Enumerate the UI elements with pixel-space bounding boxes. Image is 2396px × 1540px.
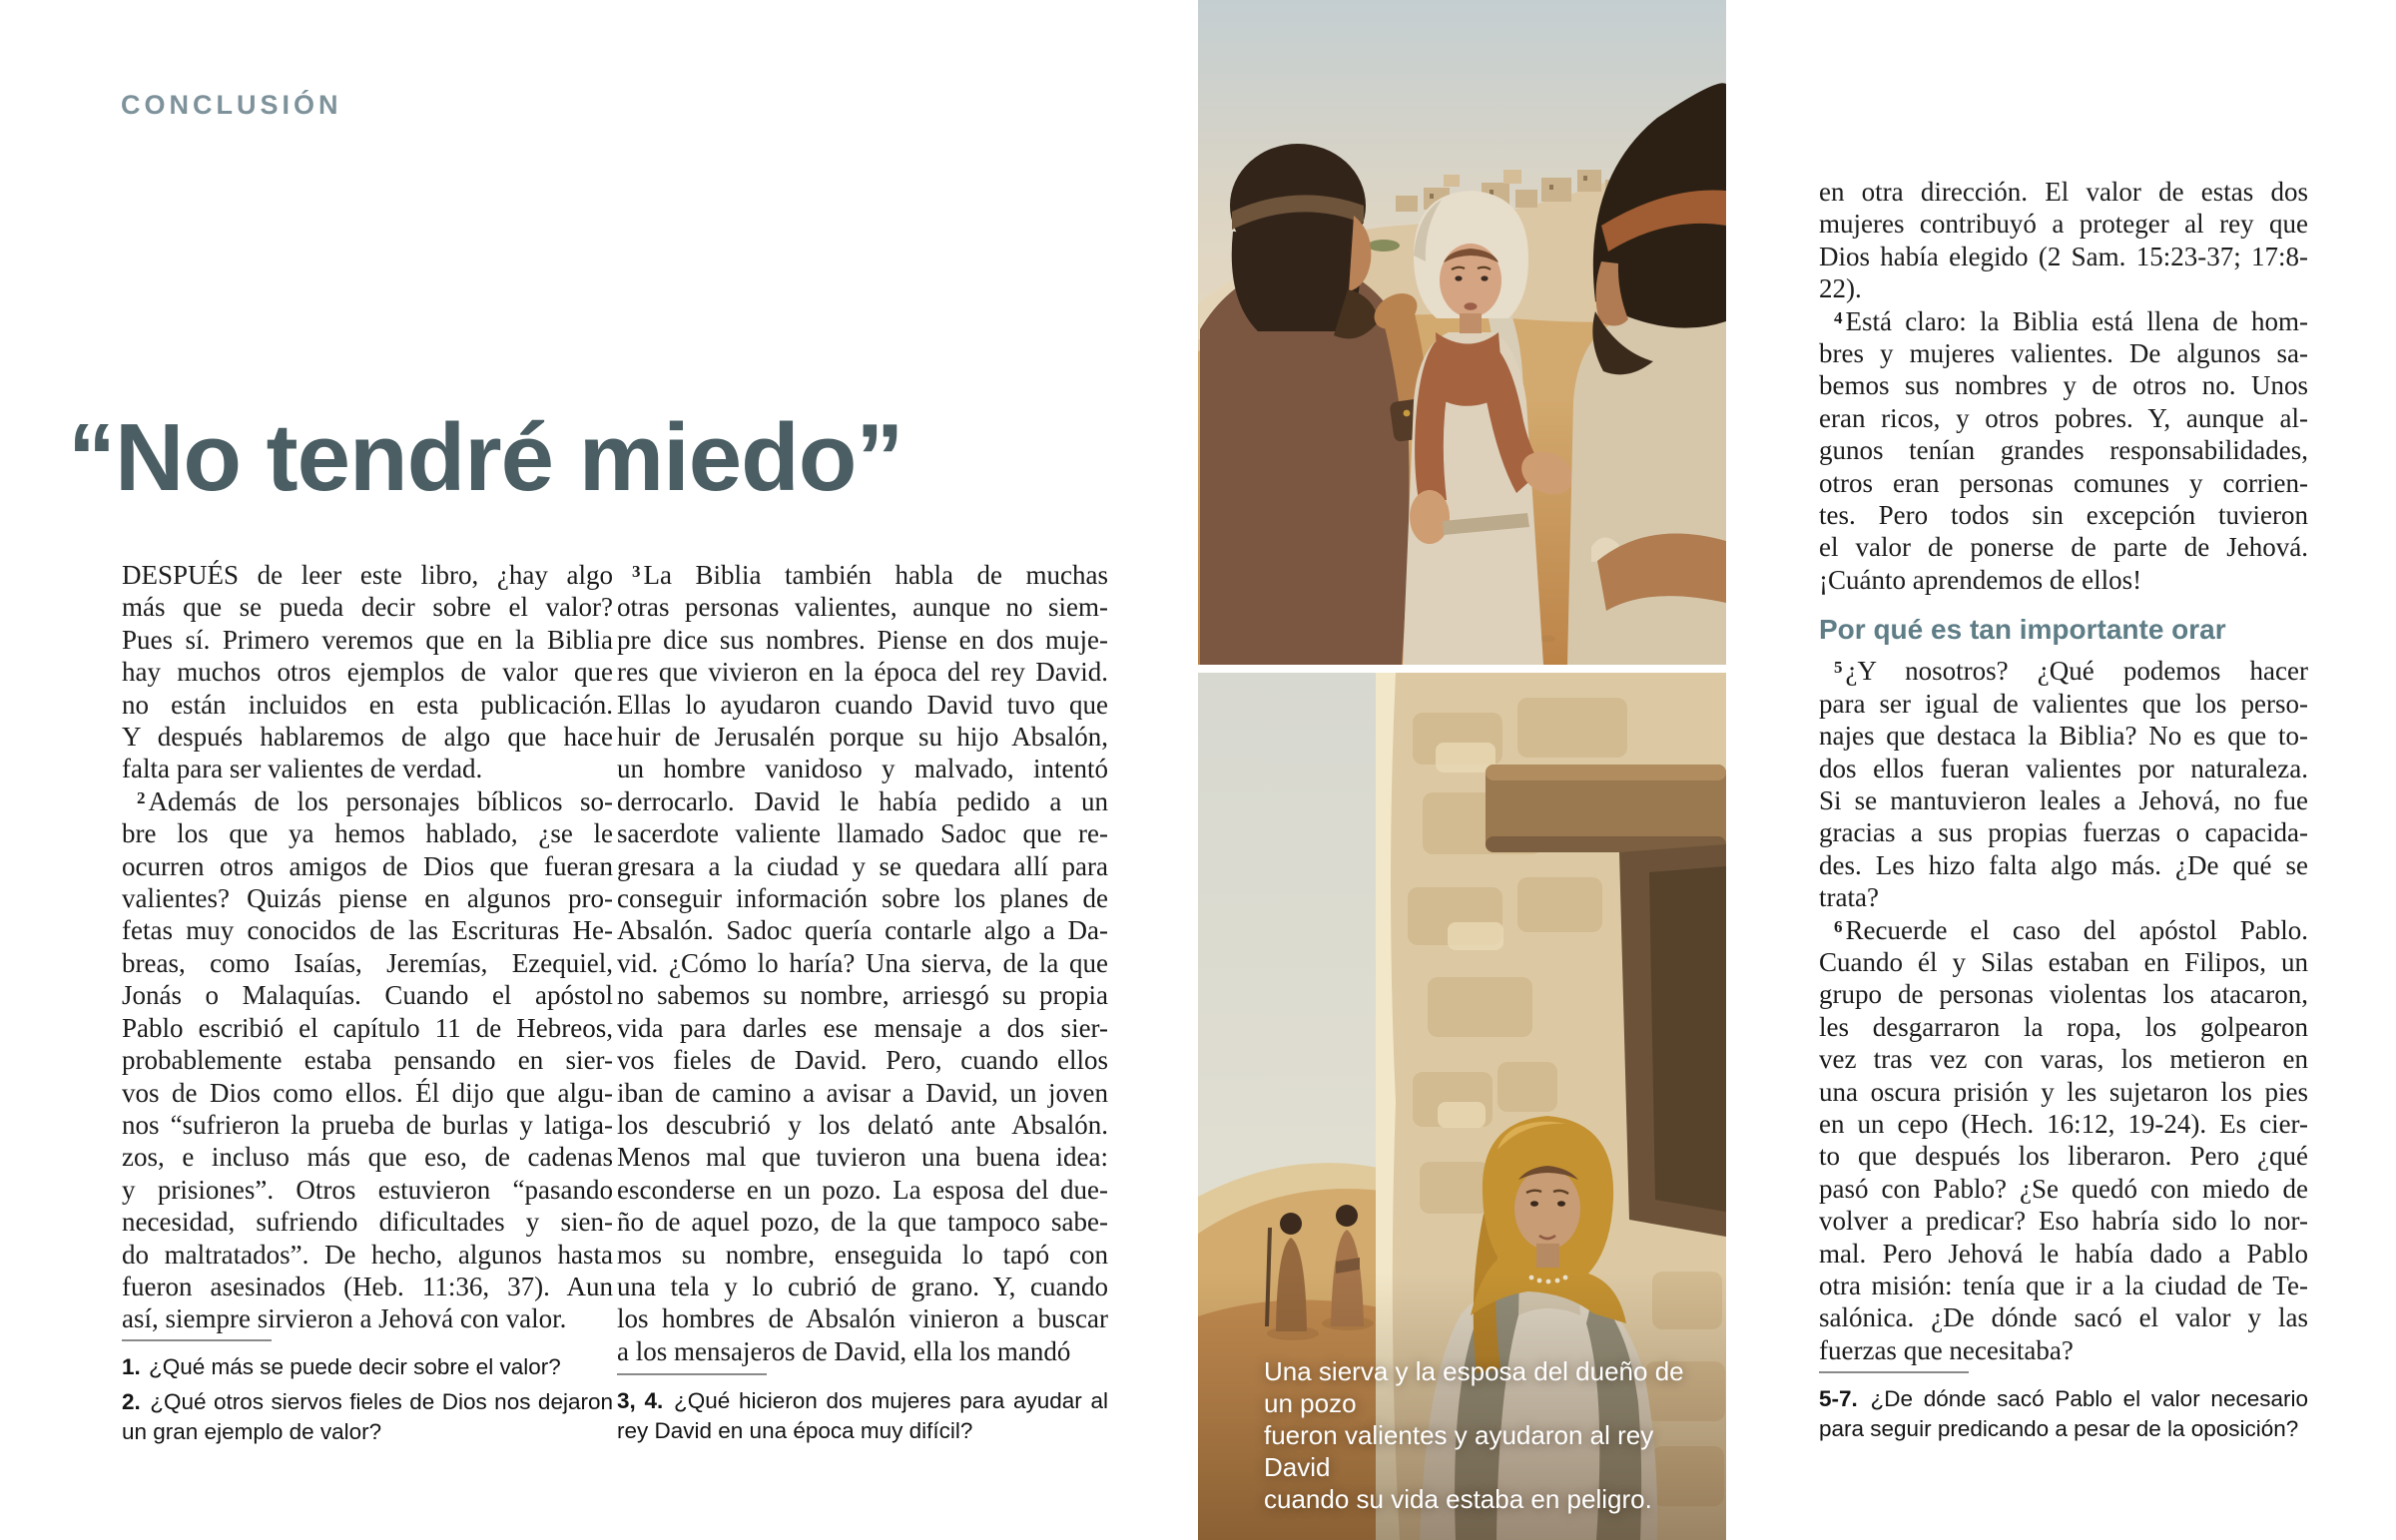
text-line: des. Les hizo falta algo más. ¿De qué se — [1819, 849, 2308, 880]
text-line: $^2$ Además de los personajes bíblicos so- — [137, 785, 613, 816]
text-line: el valor de ponerse de parte de Jehová. — [1819, 532, 2308, 563]
text-line: fuerzas que necesitaba? — [1819, 1334, 2074, 1365]
text-line: otras personas valientes, aunque no siem- — [617, 592, 1108, 623]
text-column-3 — [1819, 176, 2308, 1366]
paragraph — [1819, 305, 2308, 597]
text-line: una oscura prisión y les sujetaron los pies — [1819, 1076, 2308, 1107]
paragraph — [1819, 914, 2308, 1367]
text-line: probablemente estaba pensando en sier- — [122, 1045, 613, 1076]
text-line: en otra dirección. El valor de estas dos — [1819, 177, 2308, 207]
study-question: 3, 4. ¿Qué hicieron dos mujeres para ayudar al rey David en una época muy difícil? — [617, 1388, 1108, 1443]
text-line: vida para darles ese mensaje a dos sier- — [617, 1012, 1108, 1043]
text-line: Pues sí. Primero veremos que en la Biblia — [122, 624, 613, 655]
text-line: DESPUÉS de leer este libro, ¿hay algo — [122, 560, 613, 590]
paragraph — [1819, 176, 2308, 305]
text-line: ño de aquel pozo, de la que tampoco sabe- — [617, 1207, 1108, 1238]
text-line: zos, e incluso más que eso, de cadenas — [122, 1142, 613, 1173]
text-line: para ser igual de valientes que los perso- — [1819, 688, 2308, 719]
text-line: vos fieles de David. Pero, cuando ellos — [617, 1045, 1108, 1076]
text-line: Jonás o Malaquías. Cuando el apóstol — [122, 980, 613, 1011]
text-line: Absalón. Sadoc quería contarle algo a Da- — [617, 915, 1108, 946]
paragraph-number: 2 — [137, 787, 146, 807]
desert-scene-graphic — [1198, 0, 1726, 665]
text-line: do maltratados”. De hecho, algunos hasta — [122, 1239, 613, 1270]
text-line: bemos sus nombres y de otros no. Unos — [1819, 370, 2308, 401]
text-line: esconderse en un pozo. La esposa del due- — [617, 1174, 1108, 1205]
text-line: tes. Pero todos sin excepción tuvieron — [1819, 500, 2308, 531]
text-column-1 — [122, 559, 613, 1335]
text-line: gunos tenían grandes responsabilidades, — [1819, 435, 2308, 466]
study-questions-column-3 — [1819, 1371, 2308, 1449]
text-line: vos de Dios como ellos. Él dijo que algu- — [122, 1077, 613, 1108]
text-line: fetas muy conocidos de las Escrituras He- — [122, 915, 613, 946]
text-line: hay muchos otros ejemplos de valor que — [122, 657, 613, 688]
text-line: to que después los liberaron. Pero ¿qué — [1819, 1141, 2308, 1172]
paragraph-number: 5 — [1834, 658, 1843, 678]
caption-line: fueron valientes y ayudaron al rey David — [1264, 1420, 1654, 1482]
caption-line: cuando su vida estaba en peligro. — [1264, 1484, 1652, 1514]
text-line: necesidad, sufriendo dificultades y sien- — [122, 1207, 613, 1238]
text-line: Pablo escribió el capítulo 11 de Hebreos, — [122, 1012, 613, 1043]
footnote-rule — [1819, 1371, 1969, 1373]
text-line: $^4$ Está claro: la Biblia está llena de hom- — [1834, 305, 2308, 336]
text-line: $^5$ ¿Y nosotros? ¿Qué podemos hacer — [1834, 656, 2308, 687]
text-line: Menos mal que tuvieron una buena idea: — [617, 1142, 1108, 1173]
paragraph — [1819, 655, 2308, 913]
text-line: breas, como Isaías, Jeremías, Ezequiel, — [122, 947, 613, 978]
study-questions-column-1 — [122, 1339, 613, 1452]
text-line: najes que destaca la Biblia? No es que to- — [1819, 721, 2308, 752]
text-line: mujeres contribuyó a proteger al rey que — [1819, 209, 2308, 240]
text-line: 22). — [1819, 273, 1862, 304]
text-line: gracias a sus propias fuerzas o capacida- — [1819, 817, 2308, 848]
study-questions-column-2 — [617, 1373, 1108, 1451]
paragraph-number: 3 — [632, 562, 641, 581]
text-line: Y después hablaremos de algo que hace — [122, 722, 613, 753]
text-line: fueron asesinados (Heb. 11:36, 37). Aun — [122, 1271, 613, 1301]
section-subheading: Por qué es tan importante orar — [1819, 614, 2226, 646]
text-line: salónica. ¿De dónde sacó el valor y las — [1819, 1302, 2308, 1333]
illustration-woman-at-well — [1198, 673, 1726, 1540]
text-line: así, siempre sirvieron a Jehová con valor. — [122, 1303, 567, 1334]
illustration-servant-and-messengers — [1198, 0, 1726, 665]
text-line: pasó con Pablo? ¿Se quedó con miedo de — [1819, 1173, 2308, 1204]
text-line: valientes? Quizás piense en algunos pro- — [122, 883, 613, 914]
text-line: huir de Jerusalén porque su hijo Absalón, — [617, 722, 1108, 753]
footnote-rule — [122, 1339, 272, 1341]
caption-line: Una sierva y la esposa del dueño de un pozo — [1264, 1356, 1684, 1418]
text-line: grupo de personas violentas los atacaron, — [1819, 979, 2308, 1010]
text-line: pre dice sus nombres. Piense en dos muje- — [617, 624, 1108, 655]
text-line: y prisiones”. Otros estuvieron “pasando — [122, 1174, 613, 1205]
text-line: bre los que ya hemos hablado, ¿se le — [122, 818, 613, 849]
photo-caption — [1264, 1355, 1693, 1515]
text-line: res que vivieron en la época del rey David. — [617, 657, 1108, 688]
paragraph-number: 6 — [1834, 916, 1843, 936]
study-question: 1. ¿Qué más se puede decir sobre el valor? — [122, 1354, 561, 1379]
text-line: los hombres de Absalón vinieron a buscar — [617, 1303, 1108, 1334]
paragraph — [122, 785, 613, 1335]
page-title: “No tendré miedo” — [68, 404, 903, 511]
footnote-rule — [617, 1373, 767, 1375]
text-line: eran ricos, y otros pobres. Y, aunque al- — [1819, 402, 2308, 433]
text-line: gresara a la ciudad y se quedara allí para — [617, 850, 1108, 881]
text-line: vid. ¿Cómo lo haría? Una sierva, de la que — [617, 947, 1108, 978]
text-line: otra misión: tenía que ir a la ciudad de Te- — [1819, 1271, 2308, 1300]
text-line: los descubrió y los delató ante Absalón. — [617, 1109, 1108, 1140]
paragraph — [617, 559, 1108, 1367]
section-kicker: CONCLUSIÓN — [121, 90, 342, 120]
text-line: vez tras vez con varas, los metieron en — [1819, 1044, 2308, 1075]
text-line: $^3$ La Biblia también habla de muchas — [632, 560, 1108, 590]
text-line: les desgarraron la ropa, los golpearon — [1819, 1011, 2308, 1042]
text-line: ocurren otros amigos de Dios que fueran — [122, 850, 613, 881]
text-line: a los mensajeros de David, ella los mandó — [617, 1335, 1071, 1366]
text-line: dos ellos fueran valientes por naturaleza. — [1819, 753, 2308, 783]
text-line: falta para ser valientes de verdad. — [122, 754, 483, 784]
text-line: trata? — [1819, 882, 1879, 913]
text-line: mos su nombre, enseguida lo tapó con — [617, 1239, 1108, 1270]
text-line: otros eran personas comunes y corrien- — [1819, 467, 2308, 498]
text-line: $^6$ Recuerde el caso del apóstol Pablo. — [1834, 914, 2308, 945]
text-line: nos “sufrieron la prueba de burlas y latiga- — [122, 1109, 613, 1140]
text-line: Cuando él y Silas estaban en Filipos, un — [1819, 946, 2308, 977]
text-line: sacerdote valiente llamado Sadoc que re- — [617, 818, 1108, 849]
text-line: una tela y lo cubrió de grano. Y, cuando — [617, 1271, 1108, 1301]
text-line: volver a predicar? Eso habría sido lo nor- — [1819, 1206, 2308, 1237]
text-line: conseguir información sobre los planes de — [617, 883, 1108, 914]
text-line: ¡Cuánto aprendemos de ellos! — [1819, 564, 2142, 595]
text-line: bres y mujeres valientes. De algunos sa- — [1819, 338, 2308, 369]
text-line: más que se pueda decir sobre el valor? — [122, 592, 613, 623]
study-question: 5-7. ¿De dónde sacó Pablo el valor necesario para seguir predicando a pesar de la oposición? — [1819, 1386, 2308, 1441]
study-question: 2. ¿Qué otros siervos fieles de Dios nos dejaron un gran ejemplo de valor? — [122, 1389, 613, 1444]
text-line: Si se mantuvieron leales a Jehová, no fue — [1819, 784, 2308, 815]
text-line: mal. Pero Jehová le había dado a Pablo — [1819, 1238, 2308, 1269]
text-line: Dios había elegido (2 Sam. 15:23-37; 17:8- — [1819, 241, 2308, 271]
text-line: iban de camino a avisar a David, un joven — [617, 1077, 1108, 1108]
text-line: un hombre vanidoso y malvado, intentó — [617, 754, 1108, 784]
text-line: no están incluidos en esta publicación. — [122, 689, 613, 720]
text-line: derrocarlo. David le había pedido a un — [617, 785, 1108, 816]
text-line: en un cepo (Hech. 16:12, 19-24). Es cier- — [1819, 1108, 2308, 1139]
text-line: no sabemos su nombre, arriesgó su propia — [617, 980, 1108, 1011]
text-column-2 — [617, 559, 1108, 1367]
text-line: Ellas lo ayudaron cuando David tuvo que — [617, 689, 1108, 720]
paragraph-number: 4 — [1834, 307, 1843, 327]
paragraph — [122, 559, 613, 785]
